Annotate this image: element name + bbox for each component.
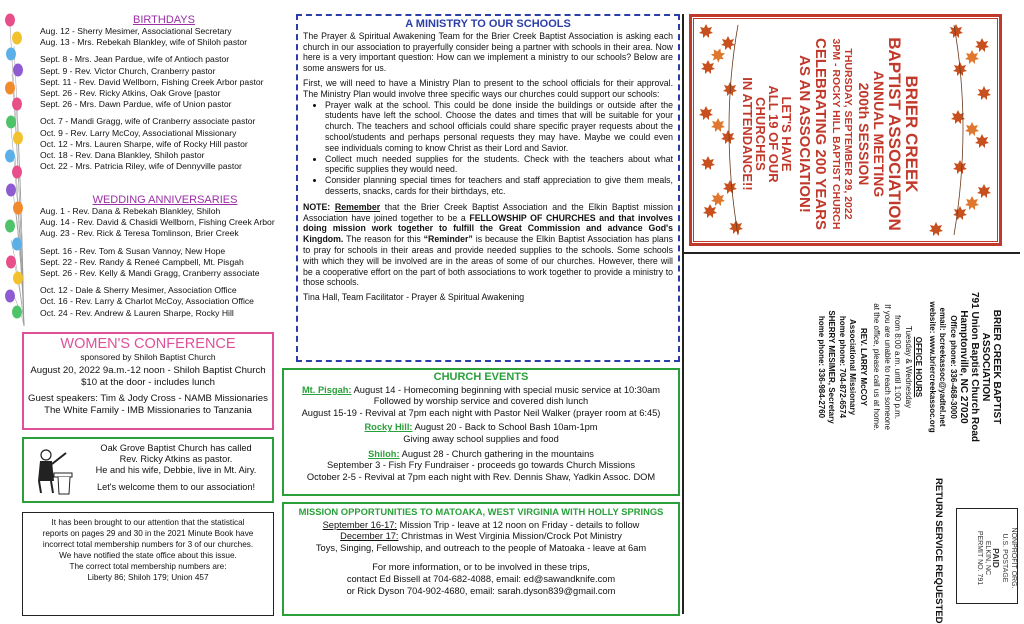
secretary-name: SHERRY MESIMER, Secretary (827, 310, 837, 424)
list-item: Oct. 18 - Rev. Dana Blankley, Shiloh pastor (40, 150, 205, 161)
annual-line: LET'S HAVE (779, 96, 794, 172)
address-org-2: ASSOCIATION (980, 332, 991, 402)
anniversaries-list (40, 206, 290, 319)
event-text: August 14 - Homecoming beginning with special music service at 10:30am (353, 384, 661, 395)
womens-conference-missionaries: The White Family - IMB Missionaries to Tanzania (44, 405, 252, 416)
ministry-title: A MINISTRY TO OUR SCHOOLS (405, 18, 571, 30)
ministry-bullets (303, 100, 673, 197)
notice-line: We have notified the state office about this issue. (59, 551, 237, 560)
section-divider (684, 252, 1020, 254)
event-text: August 20 - Back to School Bash 10am-1pm (414, 422, 598, 433)
list-item: Oct. 22 - Mrs. Patricia Riley, wife of Dennyville pastor (40, 161, 242, 172)
list-item: Sept. 16 - Rev. Tom & Susan Vannoy, New Hope (40, 245, 226, 256)
address-phone: Office phone: 336-468-3000 (949, 315, 958, 419)
church-events-title: CHURCH EVENTS (433, 371, 529, 383)
list-item: Oct. 24 - Rev. Andrew & Lauren Sharpe, Rocky Hill (40, 307, 234, 318)
mission-text: Christmas in West Virginia Mission/Crock Pot Ministry (401, 531, 622, 542)
list-item: Sept. 26 - Rev. Kelly & Mandi Gragg, Cranberry associate (40, 268, 260, 279)
notice-line: The correct total membership numbers are: (69, 562, 227, 571)
address-website: website: www.briercreekassoc.org (928, 301, 937, 433)
list-item: Oct. 7 - Mandi Gragg, wife of Cranberry associate pastor (40, 116, 256, 127)
list-item: Sept. 9 - Rev. Victor Church, Cranberry pastor (40, 65, 216, 76)
list-item: Oct. 12 - Dale & Sherry Mesimer, Association Office (40, 285, 237, 296)
notice-line: incorrect total membership numbers for 3 of our churches. (42, 540, 254, 549)
postage-line: PERMIT NO. 791 (976, 530, 983, 586)
new-pastor-box (22, 437, 274, 503)
notice-line: reports on pages 29 and 30 in the 2021 Minute Book have (42, 529, 254, 538)
list-item: Oct. 9 - Rev. Larry McCoy, Associational Missionary (40, 127, 237, 138)
list-item: Sept. 22 - Rev. Randy & Reneé Campbell, Mt. Pisgah (40, 256, 244, 267)
missionary-title: Associational Missionary (848, 318, 858, 416)
ministry-signature: Tina Hall, Team Facilitator - Prayer & Spiritual Awakening (303, 292, 525, 303)
mission-date: December 17: (340, 531, 399, 542)
postage-indicia (956, 508, 1018, 604)
ministry-note (303, 202, 673, 288)
return-service-requested: RETURN SERVICE REQUESTED (933, 478, 944, 624)
missions-title: MISSION OPPORTUNITIES TO MATOAKA, WEST VIRGINIA WITH HOLLY SPRINGS (298, 506, 664, 517)
womens-conference-box (22, 332, 274, 430)
note-remember: Remember (334, 201, 381, 212)
office-hours-note-2: at the office, please call us at home. (872, 303, 882, 431)
office-hours-note-1: If you are unable to reach someone (883, 304, 892, 430)
event-line (286, 449, 676, 461)
annual-line: CHURCHES (753, 97, 768, 171)
address-email: email: bcreekassoc@yadtel.net (938, 307, 948, 427)
ministry-bullet: • Consider planning special times for teachers and staff appreciation to give them meals, desserts, snacks, cards for their birthdays, etc. (325, 175, 673, 197)
note-label: NOTE: (303, 201, 331, 212)
address-city: Hamptonville, NC 27020 (958, 310, 969, 424)
birthdays-list (40, 26, 288, 172)
annual-meeting-box (689, 14, 1002, 246)
ministry-bullet: • Prayer walk at the school. This could be done inside the buildings or outside after the students have left the school. Choose the dates and times that will be suitable for your church. The teachers and school officials could share specific prayer requests about the school/students and perhaps personal requests they may have. Maybe we could even see individuals coming to know Christ as their Lord and Savior. (325, 100, 673, 154)
annual-line: THURSDAY, SEPTEMBER 29, 2022 (842, 48, 854, 220)
postage-line: NONPROFIT ORG. (1010, 527, 1017, 589)
event-line: October 2-5 - Revival at 7pm each night with Rev. Dennis Shaw, Yadkin Assoc. DOM (306, 471, 656, 482)
birthdays-title: BIRTHDAYS (133, 14, 195, 26)
note-text-c: is because the Elkin Baptist Association has plans to pray for schools in their areas and provide needed supplies to the schools. Some schools with which they will be involved are in the areas of some of our churches. However, there will be a cooperative effort on the part of both associations to work together to provide a ministry to those schools. (303, 234, 674, 288)
event-text: August 28 - Church gathering in the mountains (401, 448, 594, 459)
event-line (286, 422, 676, 434)
annual-meeting-content (741, 29, 920, 239)
mission-date: September 16-17: (322, 519, 398, 530)
mission-line (286, 520, 676, 532)
mission-opportunities-box (282, 502, 680, 616)
event-line: September 3 - Fish Fry Fundraiser - proceeds go towards Church Missions (327, 460, 635, 471)
list-item: Aug. 23 - Rev. Rick & Teresa Tomlinson, Brier Creek (40, 228, 239, 239)
missionary-phone: home phone: 704-872-6574 (838, 315, 847, 419)
church-name-rocky-hill: Rocky Hill: (364, 422, 413, 433)
return-address-block (816, 262, 1003, 472)
church-events-box (282, 368, 680, 496)
list-item: Aug. 12 - Sherry Mesimer, Associational Secretary (40, 26, 232, 36)
list-item: Sept. 8 - Mrs. Jean Pardue, wife of Antioch pastor (40, 54, 230, 65)
annual-line: AS AN ASSOCIATION! (796, 55, 813, 213)
address-org-1: BRIER CREEK BAPTIST (991, 309, 1002, 425)
event-line (286, 385, 676, 397)
annual-meeting-text (700, 29, 920, 239)
mission-line: contact Ed Bissell at 704-682-4088, email: ed@sawandknife.com (346, 573, 616, 584)
list-item: Oct. 12 - Mrs. Lauren Sharpe, wife of Rocky Hill pastor (40, 138, 248, 149)
church-name-mt-pisgah: Mt. Pisgah: (301, 384, 352, 395)
new-pastor-line-4: Let's welcome them to our association! (96, 482, 256, 492)
missionary-name: REV. LARRY McCOY (859, 328, 868, 406)
office-hours-title: OFFICE HOURS (914, 336, 924, 398)
mission-line: For more information, or to be involved in these trips, (372, 562, 590, 573)
event-line: August 15-19 - Revival at 7pm each night with Pastor Neil Walker (prayer room at 6:45) (301, 407, 661, 418)
list-item: Sept. 11 - Rev. David Wellborn, Fishing Creek Arbor pastor (40, 76, 264, 87)
notice-line: Liberty 86; Shiloh 179; Union 457 (87, 573, 209, 582)
list-item: Oct. 16 - Rev. Larry & Charlot McCoy, Association Office (40, 296, 254, 307)
secretary-phone: home phone: 336-984-2760 (817, 315, 826, 419)
notice-line: It has been brought to our attention that the statistical (51, 518, 245, 527)
ministry-bullet: • Collect much needed supplies for the students. Check with the teachers about what specific supplies they would need. (325, 154, 673, 176)
annual-line: CELEBRATING 200 YEARS (812, 38, 829, 230)
postage-line: ELKIN, NC (984, 540, 992, 576)
new-pastor-line-3: He and his wife, Debbie, live in Mt. Airy. (95, 465, 257, 475)
postage-text (975, 513, 1018, 603)
note-text-b: The reason for this (346, 234, 421, 245)
list-item: Aug. 1 - Rev. Dana & Rebekah Blankley, Shiloh (40, 206, 221, 216)
list-item: Aug. 13 - Mrs. Rebekah Blankley, wife of Shiloh pastor (40, 37, 248, 48)
birthdays-section (40, 14, 288, 172)
annual-line: BRIER CREEK (902, 75, 921, 193)
annual-line: BAPTIST ASSOCIATION (885, 37, 904, 231)
note-reminder: “Reminder” (423, 234, 473, 245)
column-divider (682, 14, 684, 614)
church-name-shiloh: Shiloh: (368, 448, 400, 459)
annual-line: 200th SESSION (856, 82, 872, 186)
new-pastor-line-1: Oak Grove Baptist Church has called (100, 443, 252, 453)
balloon-icon (5, 14, 23, 319)
postage-line: U.S. POSTAGE (1001, 533, 1009, 583)
anniversaries-section (40, 194, 290, 319)
annual-line: ANNUAL MEETING (871, 70, 887, 198)
office-hours-days: Tuesday & Wednesday (904, 325, 913, 409)
womens-conference-speakers: Guest speakers: Tim & Jody Cross - NAMB Missionaries (28, 393, 268, 404)
note-text-a: that the Brier Creek Baptist Association and the Elkin Baptist mission Association have joined together to be a (303, 201, 673, 223)
womens-conference-price: $10 at the door - includes lunch (81, 377, 215, 388)
event-line: Giving away school supplies and food (403, 433, 559, 444)
annual-line: 3PM - ROCKY HILL BAPTIST CHURCH (830, 38, 842, 230)
postage-line: PAID (991, 548, 1001, 568)
annual-line: ALL 19 OF OUR (766, 85, 781, 183)
membership-notice-box (22, 512, 274, 616)
mission-line (286, 531, 676, 543)
list-item: Sept. 26 - Rev. Ricky Atkins, Oak Grove [pastor (40, 88, 221, 99)
list-item: Sept. 26 - Mrs. Dawn Pardue, wife of Union pastor (40, 99, 232, 110)
ministry-paragraph-2: First, we will need to have a Ministry Plan to present to the school officials for their approval. The Ministry Plan would involve three specific ways our churches could support our schools: (303, 77, 673, 99)
office-hours-time: from 8:00 a.m. until 1:00 p.m. (893, 314, 903, 420)
ministry-to-schools-box (296, 14, 680, 362)
preacher-icon (30, 447, 76, 495)
list-item: Aug. 14 - Rev. David & Chasidi Wellborn, Fishing Creek Arbor (40, 217, 275, 228)
balloon-decoration (4, 8, 38, 328)
annual-line: IN ATTENDANCE!! (740, 77, 755, 191)
event-line: Followed by worship service and covered dish lunch (373, 396, 589, 407)
address-street: 791 Union Baptist Church Road (969, 291, 980, 442)
womens-conference-sponsor: sponsored by Shiloh Baptist Church (80, 352, 216, 362)
womens-conference-date: August 20, 2022 9a.m.-12 noon - Shiloh Baptist Church (30, 365, 266, 376)
note-bold: FELLOWSHIP OF CHURCHES and that involves doing mission work together to fulfill the Great Commission and advance God's Kingdom. (303, 212, 673, 245)
new-pastor-line-2: Rev. Ricky Atkins as pastor. (119, 454, 233, 464)
mission-text: Mission Trip - leave at 12 noon on Friday - details to follow (399, 519, 640, 530)
ministry-paragraph-1: The Prayer & Spiritual Awakening Team for the Brier Creek Baptist Association is asking each church in our association to prayerfully consider being a partner with schools in their area. Now here is a very important question: How can we implement a ministry to our schools? Below are some answers for us. (303, 30, 673, 74)
mission-line: or Rick Dyson 704-902-4680, email: sarah.dyson839@gmail.com (346, 585, 616, 596)
womens-conference-title: WOMEN'S CONFERENCE (60, 336, 236, 352)
mission-line: Toys, Singing, Fellowship, and outreach to the people of Matoaka - leave at 6am (315, 542, 647, 553)
anniversaries-title: WEDDING ANNIVERSARIES (92, 194, 238, 206)
